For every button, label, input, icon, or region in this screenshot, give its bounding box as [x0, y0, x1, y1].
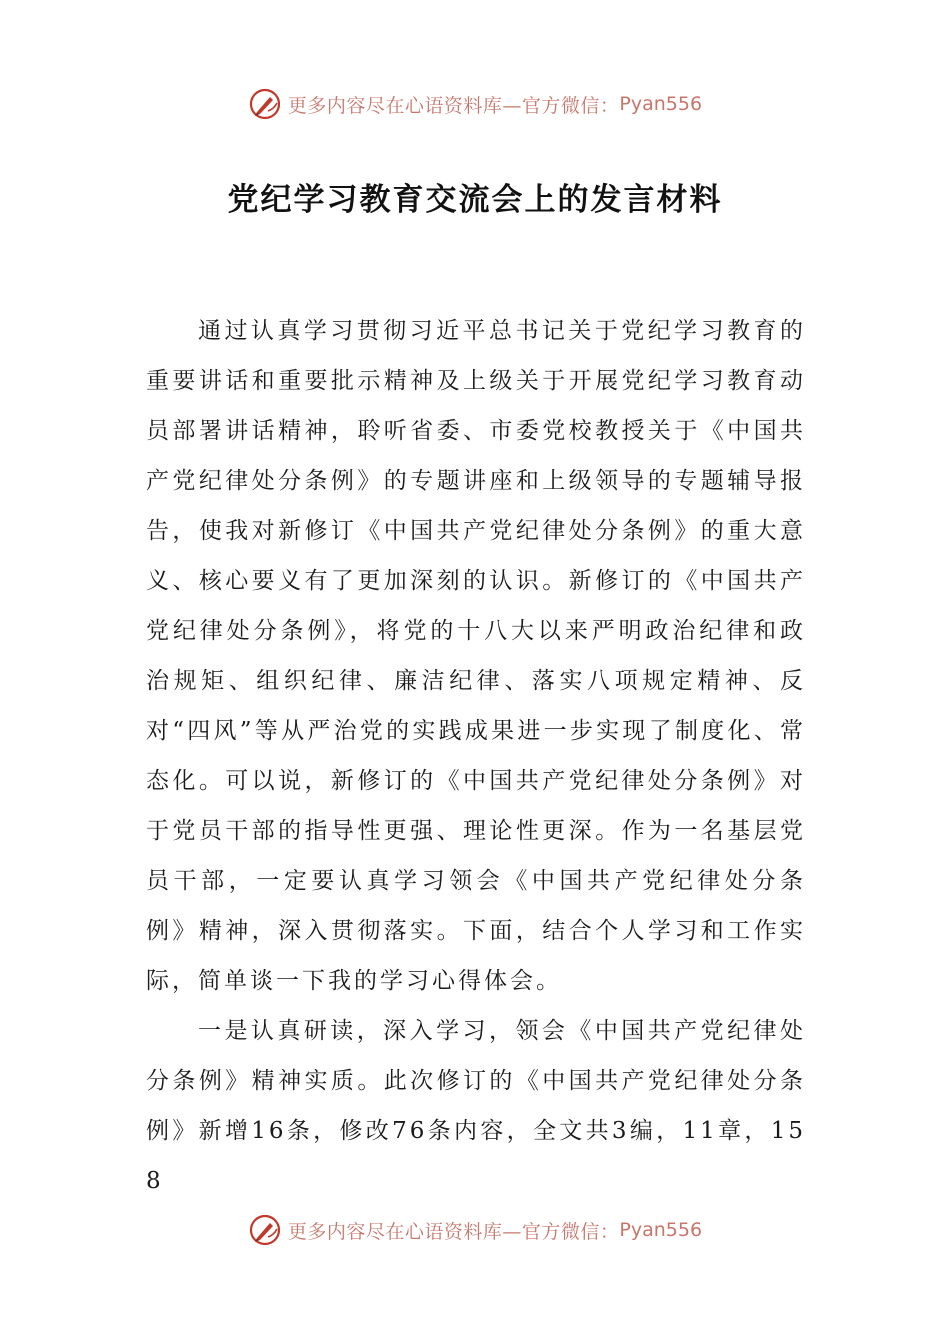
watermark-wechat-id: Pyan556	[619, 93, 703, 115]
watermark-wechat-id: Pyan556	[619, 1219, 703, 1241]
watermark-text: 更多内容尽在心语资料库—官方微信：	[287, 94, 620, 117]
document-title: 党纪学习教育交流会上的发言材料	[227, 182, 723, 218]
paragraph-2: 一是认真研读，深入学习，领会《中国共产党纪律处分条例》精神实质。此次修订的《中国共产党纪律处分条例》新增16条，修改76条内容，全文共3编，11章，158	[146, 1018, 806, 1194]
paragraph-1: 通过认真学习贯彻习近平总书记关于党纪学习教育的重要讲话和重要批示精神及上级关于开展党纪学习教育动员部署讲话精神，聆听省委、市委党校教授关于《中国共产党纪律处分条例》的专题讲座和上级领导的专题辅导报告，使我对新修订《中国共产党纪律处分条例》的重大意义、核心要义有了更加深刻的认识。新修订的《中国共产党纪律处分条例》，将党的十八大以来严明政治纪律和政治规矩、组织纪律、廉洁纪律、落实八项规定精神、反对“四风”等从严治党的实践成果进一步实现了制度化、常态化。可以说，新修订的《中国共产党纪律处分条例》对于党员干部的指导性更强、理论性更深。作为一名基层党员干部，一定要认真学习领会《中国共产党纪律处分条例》精神，深入贯彻落实。下面，结合个人学习和工作实际，简单谈一下我的学习心得体会。	[146, 318, 806, 994]
document-body	[146, 306, 806, 1194]
pen-logo-icon	[248, 87, 282, 121]
footer-watermark	[0, 1208, 950, 1252]
header-watermark	[0, 82, 950, 126]
watermark-text: 更多内容尽在心语资料库—官方微信：	[287, 1220, 620, 1243]
pen-logo-icon	[248, 1213, 282, 1247]
